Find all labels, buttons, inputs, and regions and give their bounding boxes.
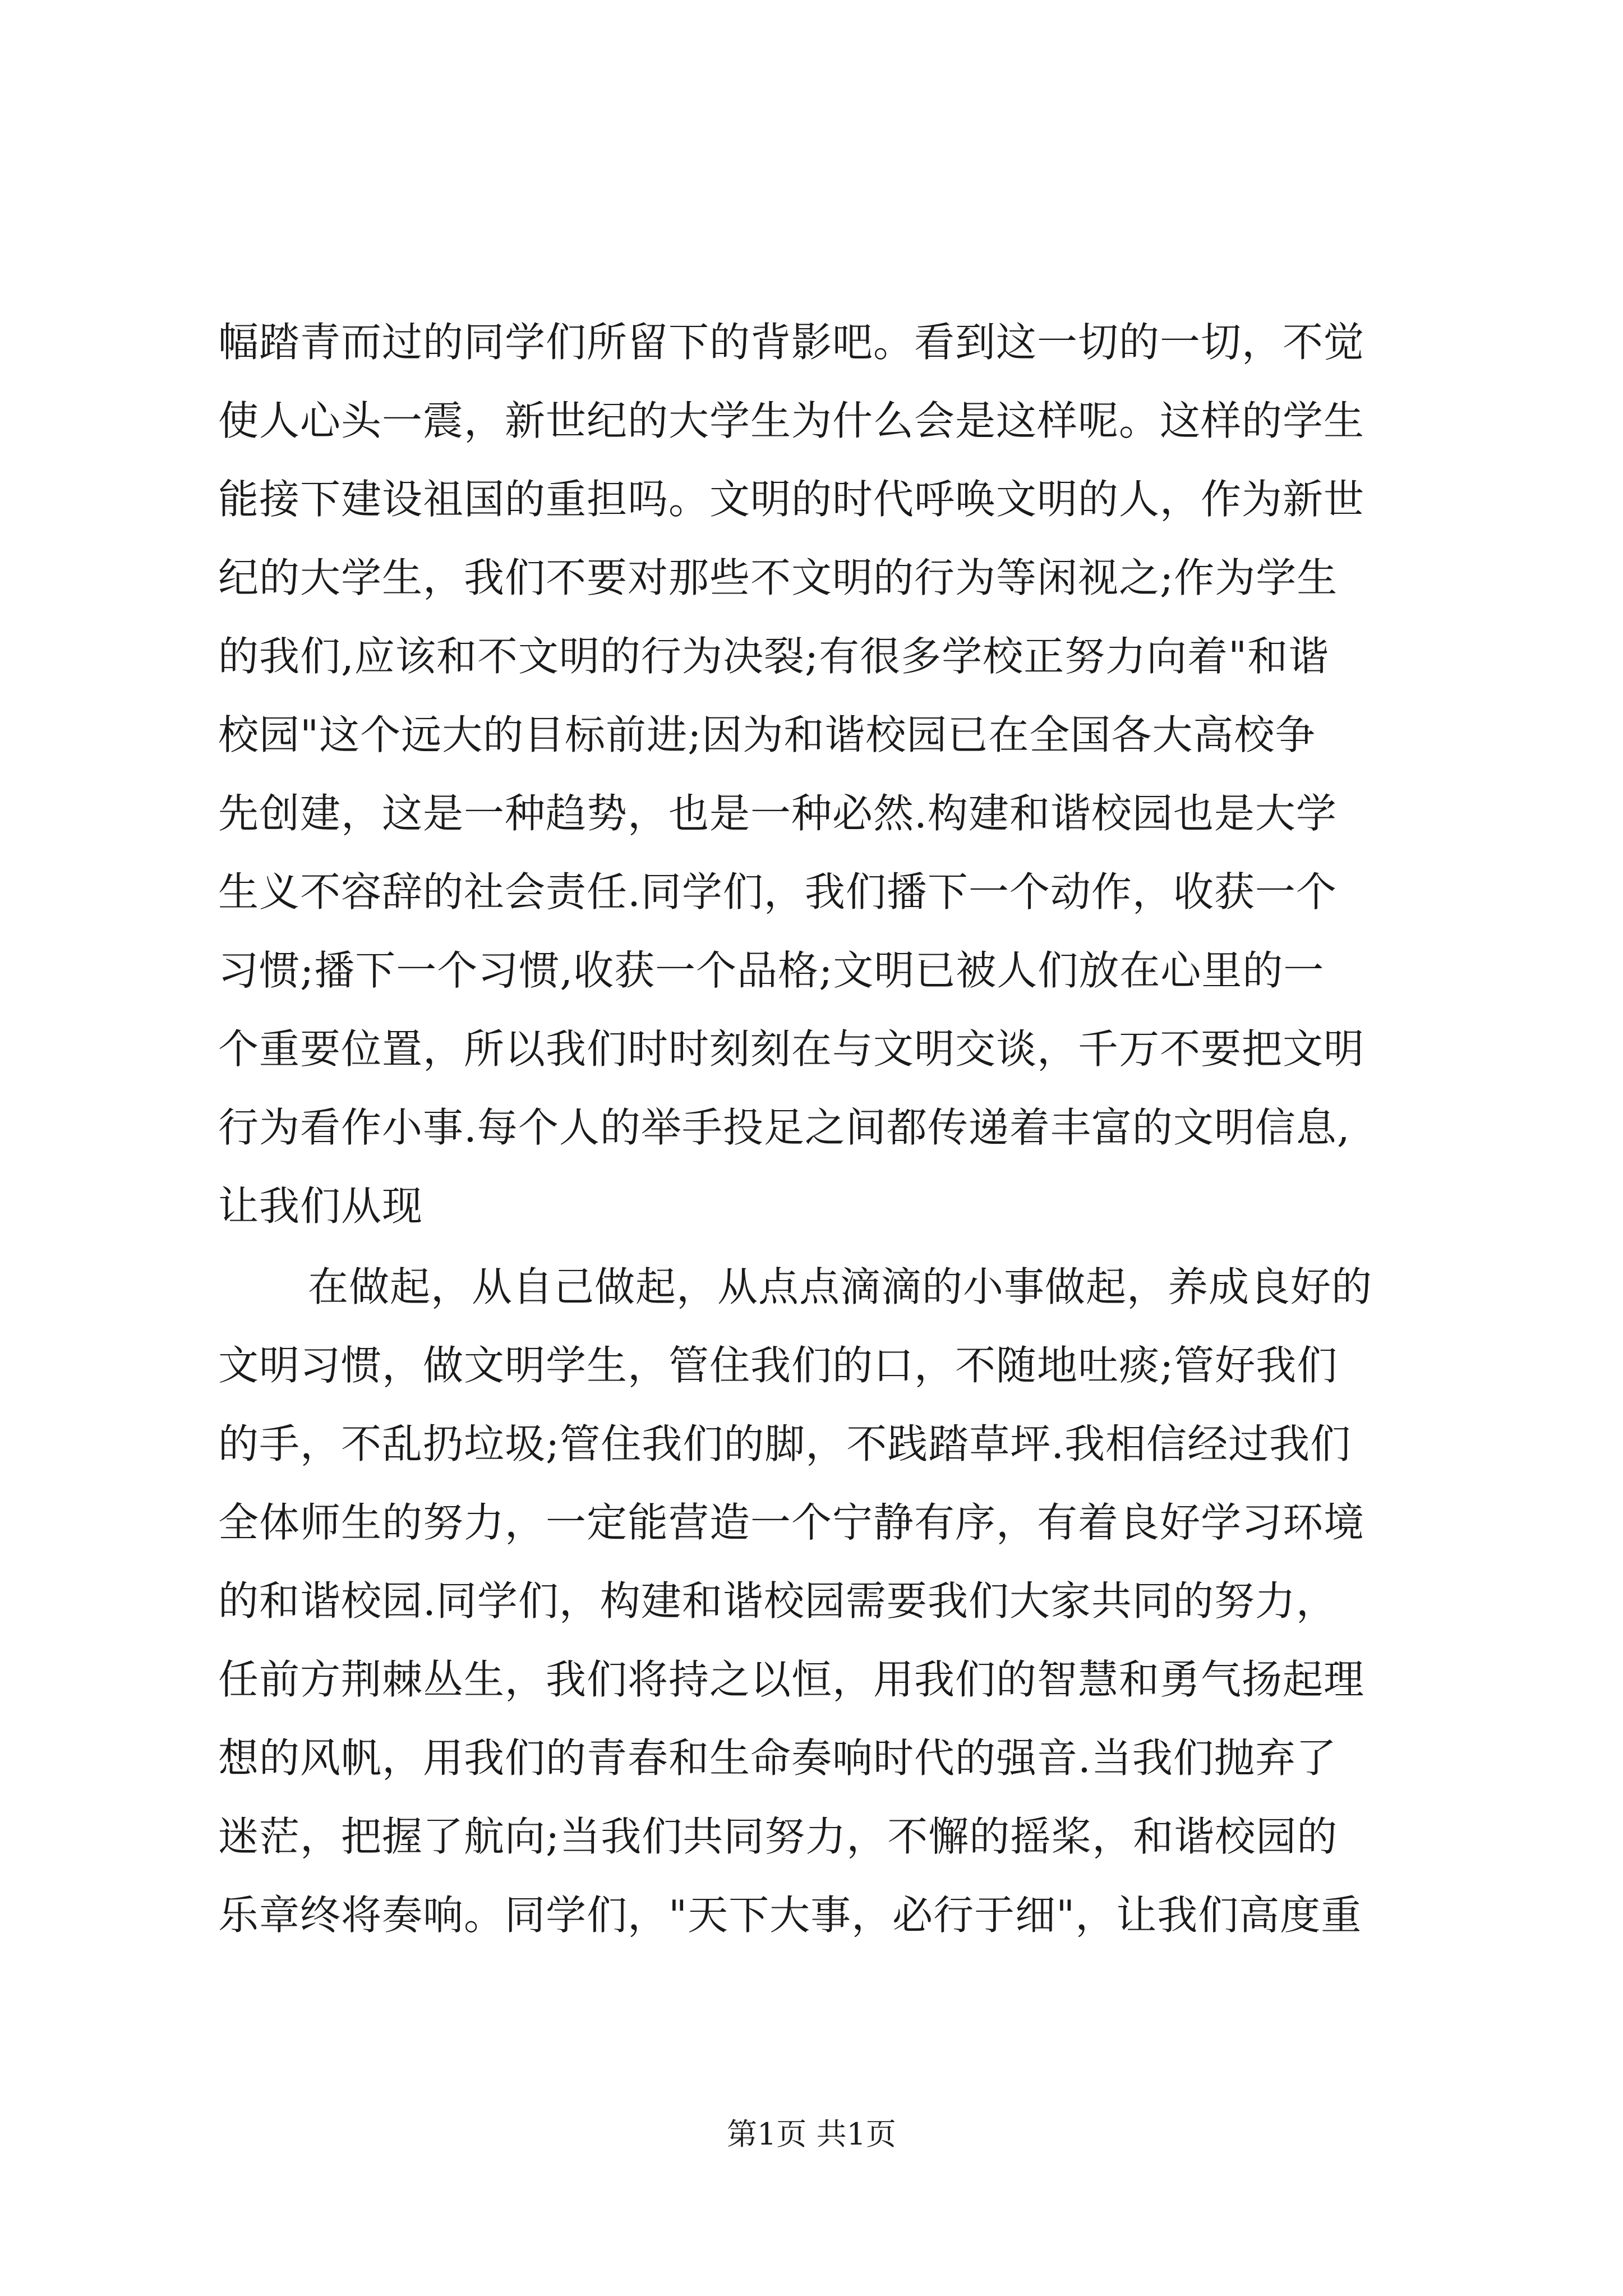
text-line: 先创建，这是一种趋势，也是一种必然.构建和谐校园也是大学	[218, 790, 1337, 837]
text-line: 习惯;播下一个习惯,收获一个品格;文明已被人们放在心里的一	[218, 947, 1325, 994]
text-line: 文明习惯，做文明学生，管住我们的口，不随地吐痰;管好我们	[218, 1342, 1338, 1389]
text-line: 生义不容辞的社会责任.同学们，我们播下一个动作，收获一个	[218, 868, 1337, 915]
text-line: 能接下建设祖国的重担吗。文明的时代呼唤文明的人，作为新世	[218, 476, 1365, 523]
page-footer: 第1页 共1页	[727, 2116, 896, 2152]
text-line: 在做起，从自己做起，从点点滴滴的小事做起，养成良好的	[308, 1263, 1373, 1310]
text-line: 的和谐校园.同学们，构建和谐校园需要我们大家共同的努力，	[218, 1577, 1337, 1625]
text-line: 想的风帆，用我们的青春和生命奏响时代的强音.当我们抛弃了	[218, 1734, 1337, 1782]
text-line: 校园"这个远大的目标前进;因为和谐校园已在全国各大高校争	[218, 711, 1316, 758]
text-line: 的手，不乱扔垃圾;管住我们的脚，不践踏草坪.我相信经过我们	[218, 1420, 1352, 1467]
text-line: 纪的大学生，我们不要对那些不文明的行为等闲视之;作为学生	[218, 554, 1338, 601]
text-line: 迷茫，把握了航向;当我们共同努力，不懈的摇桨，和谐校园的	[218, 1813, 1338, 1860]
text-line: 使人心头一震，新世纪的大学生为什么会是这样呢。这样的学生	[218, 397, 1365, 444]
text-line: 的我们,应该和不文明的行为决裂;有很多学校正努力向着"和谐	[218, 633, 1330, 680]
text-line: 全体师生的努力，一定能营造一个宁静有序，有着良好学习环境	[218, 1499, 1365, 1546]
paragraph-2	[218, 1248, 1413, 1954]
paragraph-1	[218, 303, 1413, 1245]
text-line: 幅踏青而过的同学们所留下的背影吧。看到这一切的一切，不觉	[218, 319, 1365, 366]
text-line: 个重要位置，所以我们时时刻刻在与文明交谈，千万不要把文明	[218, 1025, 1365, 1073]
text-line: 让我们从现	[218, 1182, 423, 1230]
text-line: 行为看作小事.每个人的举手投足之间都传递着丰富的文明信息,	[218, 1104, 1350, 1151]
text-line: 任前方荆棘丛生，我们将持之以恒，用我们的智慧和勇气扬起理	[218, 1656, 1365, 1703]
text-line: 乐章终将奏响。同学们，"天下大事，必行于细"，让我们高度重	[218, 1892, 1362, 1939]
